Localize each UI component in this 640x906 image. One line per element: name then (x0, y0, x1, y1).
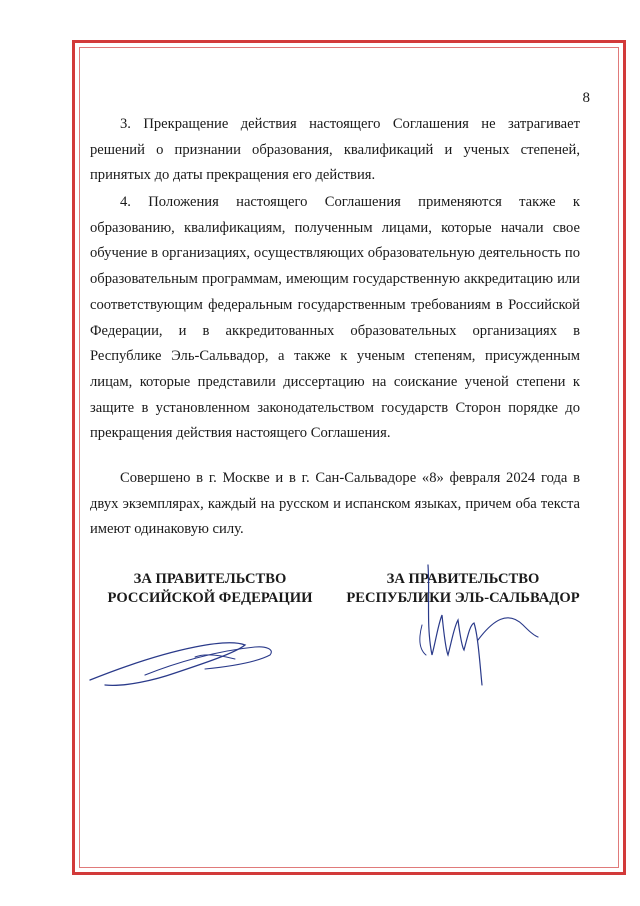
signature-el-salvador (408, 555, 548, 690)
signatory-russia (95, 570, 325, 608)
paragraph-text: 3. Прекращение действия настоящего Соглашения не затрагивает решений о признании образования, квалификаций и ученых степеней, принятых до даты прекращения его действия. (90, 116, 580, 184)
paragraph-closing (90, 466, 580, 543)
paragraph-termination (90, 112, 580, 189)
signatory-line: ЗА ПРАВИТЕЛЬСТВО (386, 571, 540, 587)
signature-russia (85, 625, 285, 695)
signatory-line: ЗА ПРАВИТЕЛЬСТВО (133, 571, 287, 587)
paragraph-application (90, 190, 580, 447)
paragraph-text: Совершено в г. Москве и в г. Сан-Сальвадоре «8» февраля 2024 года в двух экземплярах, каждый на русском и испанском языках, причем оба текста имеют одинаковую силу. (90, 470, 580, 538)
signatory-line: РЕСПУБЛИКИ ЭЛЬ-САЛЬВАДОР (346, 590, 580, 606)
signatory-line: РОССИЙСКОЙ ФЕДЕРАЦИИ (107, 590, 313, 606)
paragraph-text: 4. Положения настоящего Соглашения применяются также к образованию, квалификациям, полученным лицами, которые начали свое обучение в организациях, осуществляющих образовательную деятельность по образовательным программам, имеющим государственную аккредитацию или соответствующим федеральным государственным требованиям в Российской Федерации, и в аккредитованных образовательных организациях в Республике Эль-Сальвадор, а также к ученым степеням, присужденным лицам, которые представили диссертацию на соискание ученой степени к защите в установленном законодательством государств Сторон порядке до прекращения действия настоящего Соглашения. (90, 194, 580, 442)
page-number: 8 (582, 90, 590, 106)
